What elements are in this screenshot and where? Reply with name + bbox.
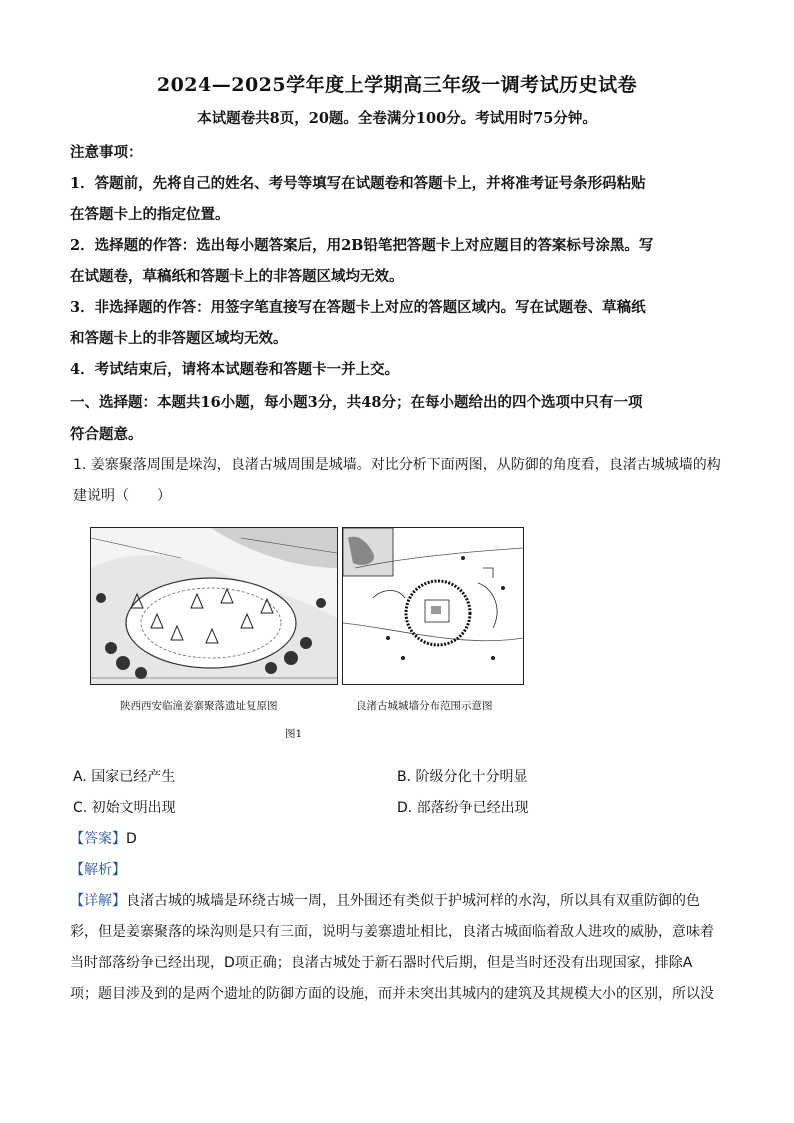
figure-caption-right: 良渚古城城墙分布范围示意图 bbox=[356, 700, 493, 712]
detail-text: 彩，但是姜寨聚落的垛沟则是只有三面，说明与姜寨遗址相比，良渚古城面临着敌人进攻的威胁，意味着 bbox=[70, 924, 714, 940]
exam-title: 2024—2025学年度上学期高三年级一调考试历史试卷 bbox=[156, 74, 638, 96]
notes-line: 4．考试结束后，请将本试题卷和答题卡一并上交。 bbox=[70, 361, 400, 378]
option-a: A. 国家已经产生 bbox=[73, 769, 176, 785]
figure-1 bbox=[90, 527, 526, 687]
question-stem: 1. 姜寨聚落周围是垛沟，良渚古城周围是城墙。对比分析下面两图，从防御的角度看，良渚古城城墙的构 bbox=[73, 457, 721, 473]
option-b: B. 阶级分化十分明显 bbox=[397, 769, 528, 785]
notes-heading: 注意事项： bbox=[70, 144, 143, 161]
analysis-label: 【解析】 bbox=[70, 862, 126, 878]
jiangzhai-reconstruction-image bbox=[90, 527, 338, 685]
notes-line: 在试题卷，草稿纸和答题卡上的非答题区域均无效。 bbox=[70, 268, 404, 285]
question-stem: 建说明（ ） bbox=[73, 488, 171, 504]
answer-value: D bbox=[126, 831, 137, 847]
figure-caption-left: 陕西西安临潼姜寨聚落遗址复原图 bbox=[120, 700, 278, 712]
detail-label: 【详解】 bbox=[70, 893, 126, 909]
option-d: D. 部落纷争已经出现 bbox=[397, 800, 529, 816]
section-heading: 一、选择题：本题共16小题，每小题3分，共48分；在每小题给出的四个选项中只有一项 bbox=[70, 394, 643, 411]
option-c: C. 初始文明出现 bbox=[73, 800, 176, 816]
answer-line bbox=[70, 828, 137, 848]
notes-line: 3．非选择题的作答：用签字笔直接写在答题卡上对应的答题区域内。写在试题卷、草稿纸 bbox=[70, 299, 646, 316]
liangzhu-wall-map-image bbox=[342, 527, 524, 685]
notes-line: 1．答题前，先将自己的姓名、考号等填写在试题卷和答题卡上，并将准考证号条形码粘贴 bbox=[70, 175, 646, 192]
detail-text: 良渚古城的城墙是环绕古城一周，且外围还有类似于护城河样的水沟，所以具有双重防御的色 bbox=[126, 893, 700, 909]
analysis-line bbox=[70, 859, 126, 879]
notes-line: 在答题卡上的指定位置。 bbox=[70, 206, 230, 223]
exam-subtitle: 本试题卷共8页，20题。全卷满分100分。考试用时75分钟。 bbox=[197, 110, 597, 127]
detail-line bbox=[70, 890, 700, 910]
detail-text: 项；题目涉及到的是两个遗址的防御方面的设施，而并未突出其城内的建筑及其规模大小的区别，所以没 bbox=[70, 986, 714, 1002]
detail-text: 当时部落纷争已经出现，D项正确；良渚古城处于新石器时代后期，但是当时还没有出现国家，排除A bbox=[70, 955, 693, 971]
figure-label: 图1 bbox=[285, 728, 303, 740]
section-heading: 符合题意。 bbox=[70, 426, 143, 443]
notes-line: 2．选择题的作答：选出每小题答案后，用2B铅笔把答题卡上对应题目的答案标号涂黑。写 bbox=[70, 237, 654, 254]
notes-line: 和答题卡上的非答题区域均无效。 bbox=[70, 330, 288, 347]
answer-label: 【答案】 bbox=[70, 831, 126, 847]
